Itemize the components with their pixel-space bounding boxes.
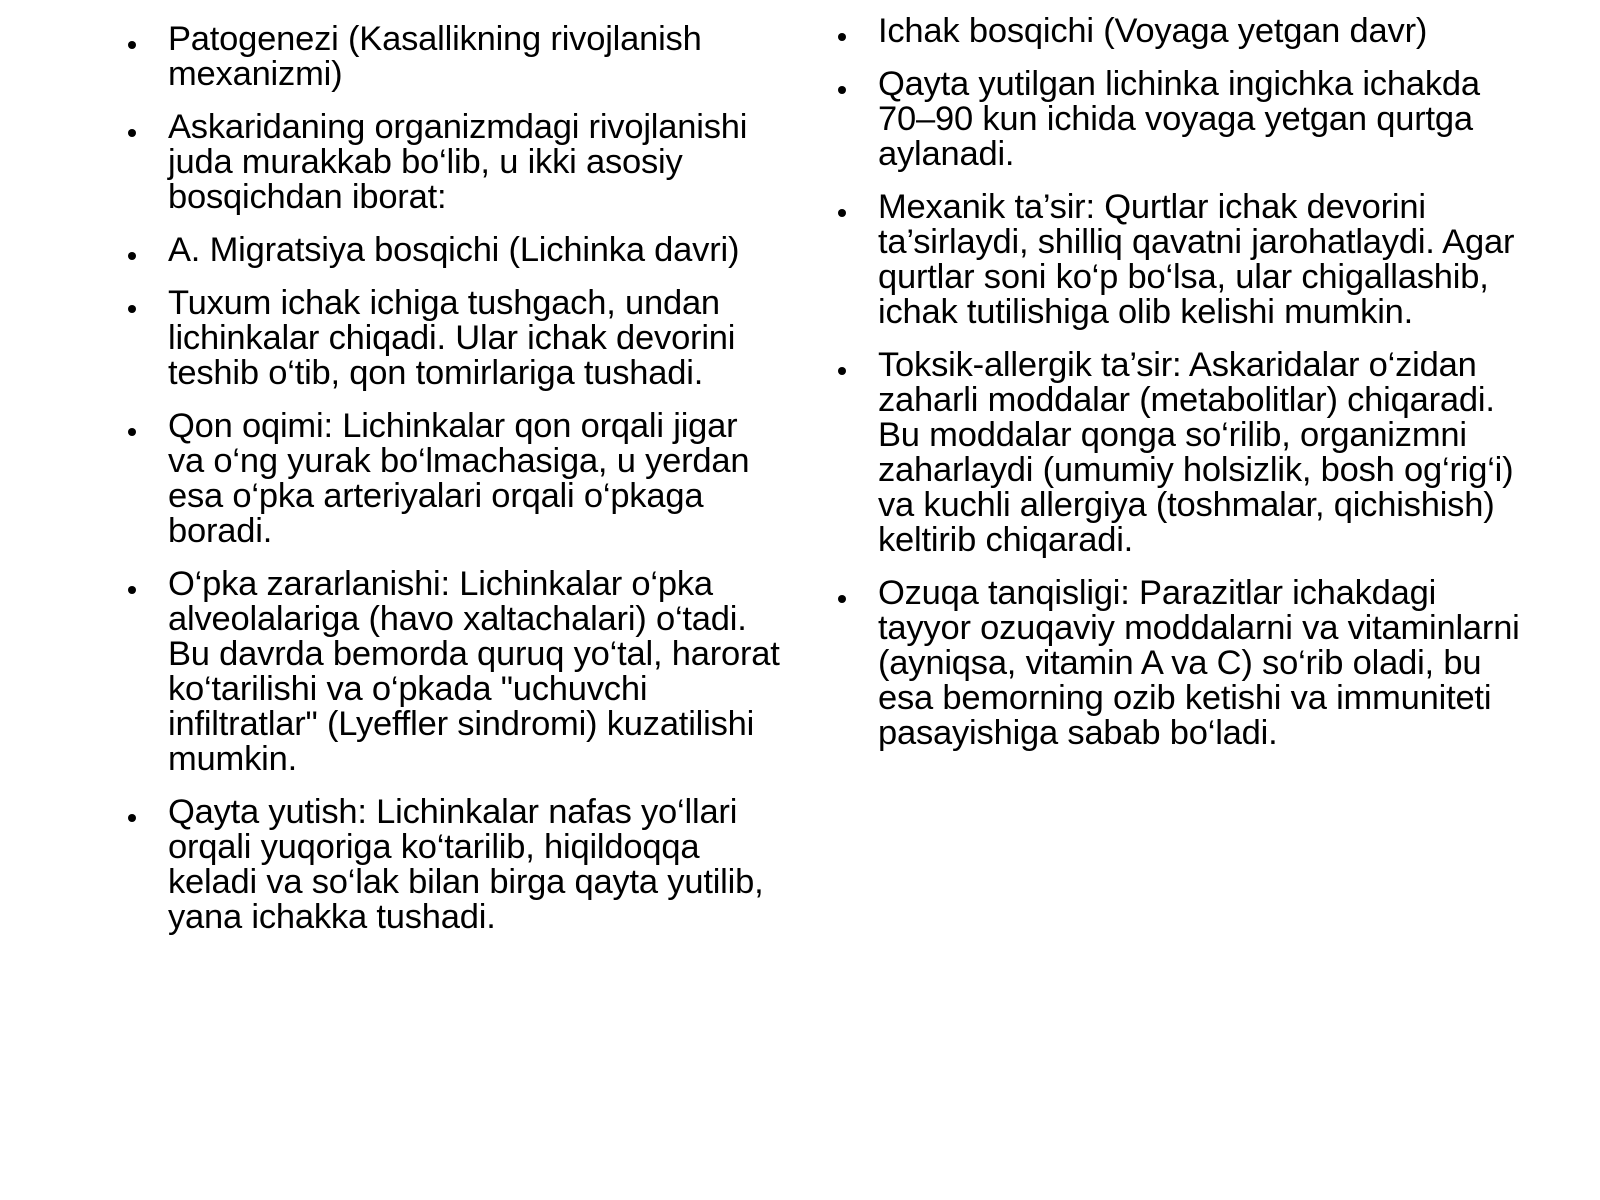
left-bullet-column [120,22,780,953]
bullet-dot-icon [128,129,136,137]
bullet-dot-icon [838,595,846,603]
bullet-text: O‘pka zararlanishi: Lichinkalar o‘pka alveolalariga (havo xaltachalari) o‘tadi. Bu davrda bemorda quruq yo‘tal, harorat ko‘tarilishi va o‘pkada "uchuvchi infiltratlar" (Lyeffler sindromi) kuzatilishi mumkin. [168,565,780,778]
bullet-item [830,348,1520,558]
bullet-item [830,67,1520,172]
bullet-item [830,576,1520,751]
bullet-dot-icon [838,33,846,41]
bullet-text: Toksik-allergik ta’sir: Askaridalar o‘zidan zaharli moddalar (metabolitlar) chiqaradi. Bu moddalar qonga so‘rilib, organizmni zaharlaydi (umumiy holsizlik, bosh og‘rig‘i) va kuchli allergiya (toshmalar, qichishish) keltirib chiqaradi. [878,346,1514,559]
bullet-item [120,22,780,92]
bullet-item [120,110,780,215]
bullet-text: Tuxum ichak ichiga tushgach, undan lichinkalar chiqadi. Ular ichak devorini teshib o‘tib, qon tomirlariga tushadi. [168,284,736,392]
bullet-item [830,190,1520,330]
bullet-item [120,286,780,391]
bullet-dot-icon [128,252,136,260]
bullet-text: Ichak bosqichi (Voyaga yetgan davr) [878,12,1428,50]
bullet-dot-icon [838,367,846,375]
bullet-text: Qayta yutilgan lichinka ingichka ichakda 70–90 kun ichida voyaga yetgan qurtga aylanadi. [878,65,1480,173]
bullet-text: A. Migratsiya bosqichi (Lichinka davri) [168,231,740,269]
bullet-item [120,795,780,935]
bullet-dot-icon [128,586,136,594]
right-bullet-column [830,14,1520,769]
bullet-text: Qon oqimi: Lichinkalar qon orqali jigar va o‘ng yurak bo‘lmachasiga, u yerdan esa o‘pka arteriyalari orqali o‘pkaga boradi. [168,407,750,550]
bullet-dot-icon [128,428,136,436]
bullet-text: Patogenezi (Kasallikning rivojlanish mexanizmi) [168,20,702,93]
bullet-item [120,567,780,777]
bullet-item [120,409,780,549]
bullet-item [830,14,1520,49]
bullet-item [120,233,780,268]
bullet-dot-icon [838,86,846,94]
bullet-dot-icon [128,814,136,822]
bullet-text: Qayta yutish: Lichinkalar nafas yo‘llari orqali yuqoriga ko‘tarilib, hiqildoqqa keladi va so‘lak bilan birga qayta yutilib, yana ichakka tushadi. [168,793,764,936]
bullet-dot-icon [838,209,846,217]
bullet-dot-icon [128,305,136,313]
bullet-dot-icon [128,41,136,49]
bullet-text: Askaridaning organizmdagi rivojlanishi juda murakkab bo‘lib, u ikki asosiy bosqichdan iborat: [168,108,748,216]
bullet-text: Ozuqa tanqisligi: Parazitlar ichakdagi tayyor ozuqaviy moddalarni va vitaminlarni (ayniqsa, vitamin A va C) so‘rib oladi, bu esa bemorning ozib ketishi va immuniteti pasayishiga sabab bo‘ladi. [878,574,1520,752]
bullet-text: Mexanik ta’sir: Qurtlar ichak devorini ta’sirlaydi, shilliq qavatni jarohatlaydi. Agar qurtlar soni ko‘p bo‘lsa, ular chigallashib, ichak tutilishiga olib kelishi mumkin. [878,188,1515,331]
